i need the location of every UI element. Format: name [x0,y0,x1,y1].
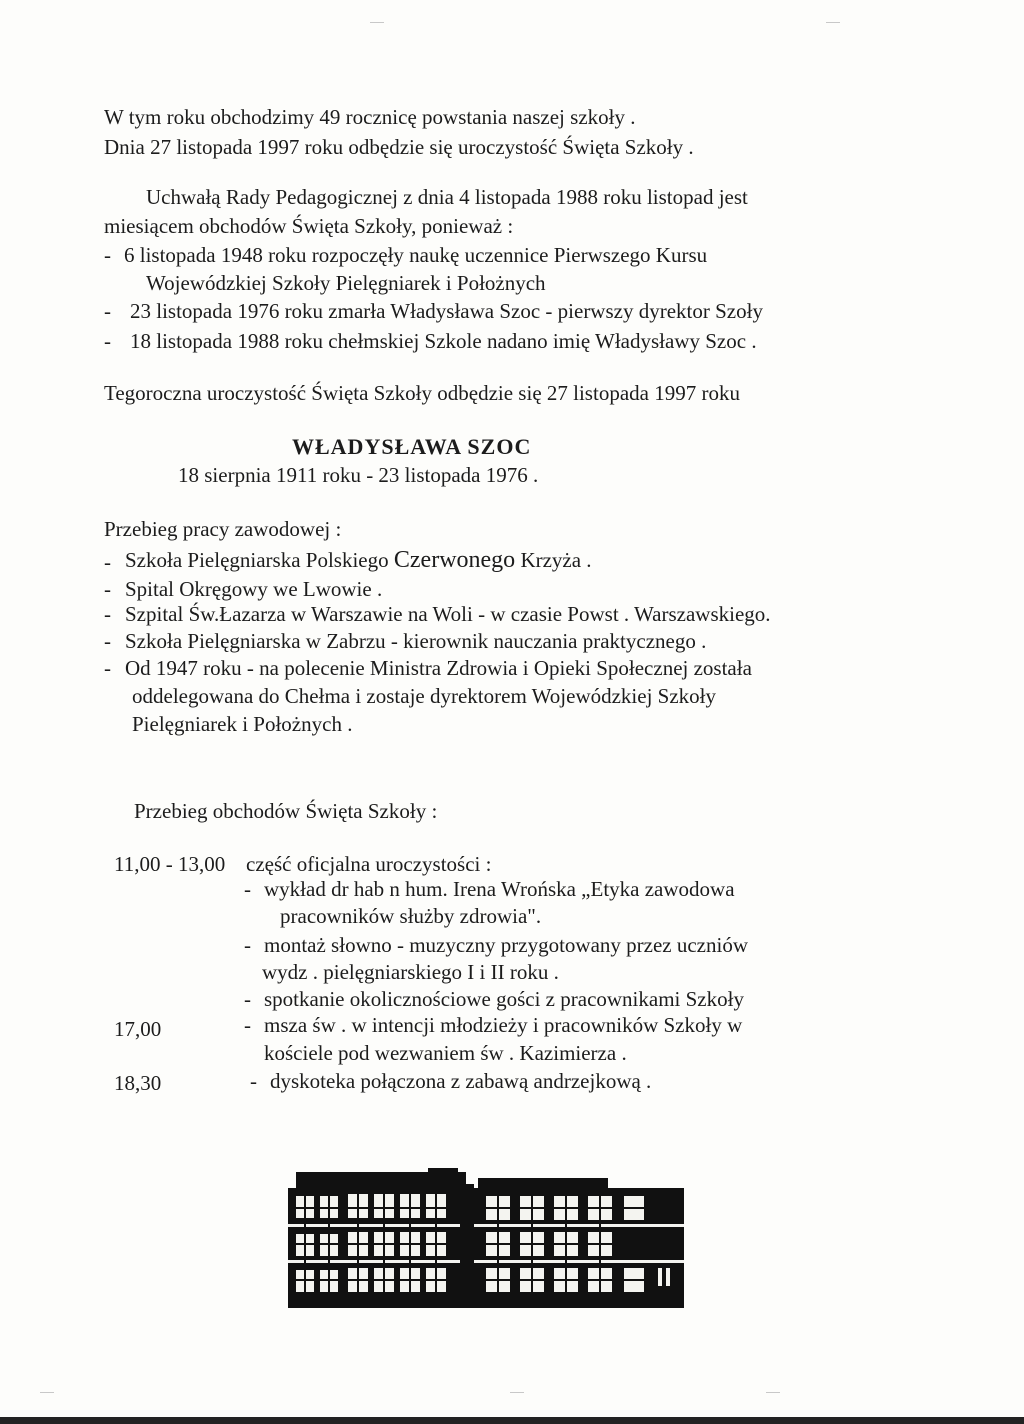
school-building-illustration [288,1168,684,1308]
scan-mark [766,1392,780,1393]
program-montage-line-1: montaż słowno - muzyczny przygotowany przez uczniów [264,933,749,957]
career-item-1-part-b: Czerwonego [393,547,516,573]
program-mass-line-2: kościele pod wezwaniem św . Kazimierza . [264,1041,627,1065]
resolution-item-1-line-1: 6 listopada 1948 roku rozpoczęły naukę uczennice Pierwszego Kursu [124,243,708,267]
career-heading: Przebieg pracy zawodowej : [104,517,342,541]
resolution-line-2: miesiącem obchodów Święta Szkoły, ponieważ : [104,214,514,238]
scan-mark [40,1392,54,1393]
program-time-2: 17,00 [114,1017,162,1041]
program-mass-line-1: msza św . w intencji młodzieży i pracowników Szkoły w [264,1013,743,1037]
program-lecture-line-2: pracowników służby zdrowia". [280,904,542,928]
career-item-1 [125,547,592,573]
list-dash: - [244,987,251,1011]
biography-dates: 18 sierpnia 1911 roku - 23 listopada 1976 . [178,463,539,487]
biography-name: WŁADYSŁAWA SZOC [292,434,532,459]
resolution-item-1-line-2: Wojewódzkiej Szkoły Pielęgniarek i Położnych [146,271,546,295]
list-dash: - [250,1069,257,1093]
program-lecture-line-1: wykład dr hab n hum. Irena Wrońska „Etyka zawodowa [264,877,735,901]
list-dash: - [104,656,111,680]
list-dash: - [244,877,251,901]
resolution-item-3: 18 listopada 1988 roku chełmskiej Szkole nadano imię Władysławy Szoc . [130,329,757,353]
list-dash: - [104,629,111,653]
program-heading: Przebieg obchodów Święta Szkoły : [134,799,438,823]
list-dash: - [244,933,251,957]
list-dash: - [104,550,111,574]
career-item-5-line-2: oddelegowana do Chełma i zostaje dyrektorem Wojewódzkiej Szkoły [132,684,717,708]
career-item-4: Szkoła Pielęgniarska w Zabrzu - kierownik nauczania praktycznego . [125,629,707,653]
program-montage-line-2: wydz . pielęgniarskiego I i II roku . [262,960,559,984]
program-time-3: 18,30 [114,1071,162,1095]
list-dash: - [104,602,111,626]
scan-mark [370,22,384,23]
scan-edge [0,1417,1024,1424]
resolution-line-1: Uchwałą Rady Pedagogicznej z dnia 4 listopada 1988 roku listopad jest [146,185,748,209]
program-time-1: 11,00 - 13,00 [114,852,226,876]
celebration-line: Tegoroczna uroczystość Święta Szkoły odbędzie się 27 listopada 1997 roku [104,381,740,405]
intro-line-1: W tym roku obchodzimy 49 rocznicę powstania naszej szkoły . [104,105,636,129]
career-item-1-part-a: Szkoła Pielęgniarska Polskiego [125,548,394,572]
career-item-2: Spital Okręgowy we Lwowie . [125,577,383,601]
intro-line-2: Dnia 27 listopada 1997 roku odbędzie się uroczystość Święta Szkoły . [104,135,694,159]
career-item-5-line-3: Pielęgniarek i Położnych . [132,712,353,736]
resolution-item-2: 23 listopada 1976 roku zmarła Władysława Szoc - pierwszy dyrektor Szoły [130,299,763,323]
program-disco: dyskoteka połączona z zabawą andrzejkową . [270,1069,652,1093]
list-dash: - [104,243,111,267]
list-dash: - [104,299,111,323]
program-official: część oficjalna uroczystości : [246,852,492,876]
scan-mark [826,22,840,23]
career-item-3: Szpital Św.Łazarza w Warszawie na Woli - w czasie Powst . Warszawskiego. [125,602,771,626]
career-item-5-line-1: Od 1947 roku - na polecenie Ministra Zdrowia i Opieki Społecznej została [125,656,752,680]
career-item-1-part-c: Krzyża . [515,548,592,572]
scan-mark [510,1392,524,1393]
list-dash: - [104,329,111,353]
program-meeting: spotkanie okolicznościowe gości z pracownikami Szkoły [264,987,744,1011]
list-dash: - [104,577,111,601]
list-dash: - [244,1013,251,1037]
